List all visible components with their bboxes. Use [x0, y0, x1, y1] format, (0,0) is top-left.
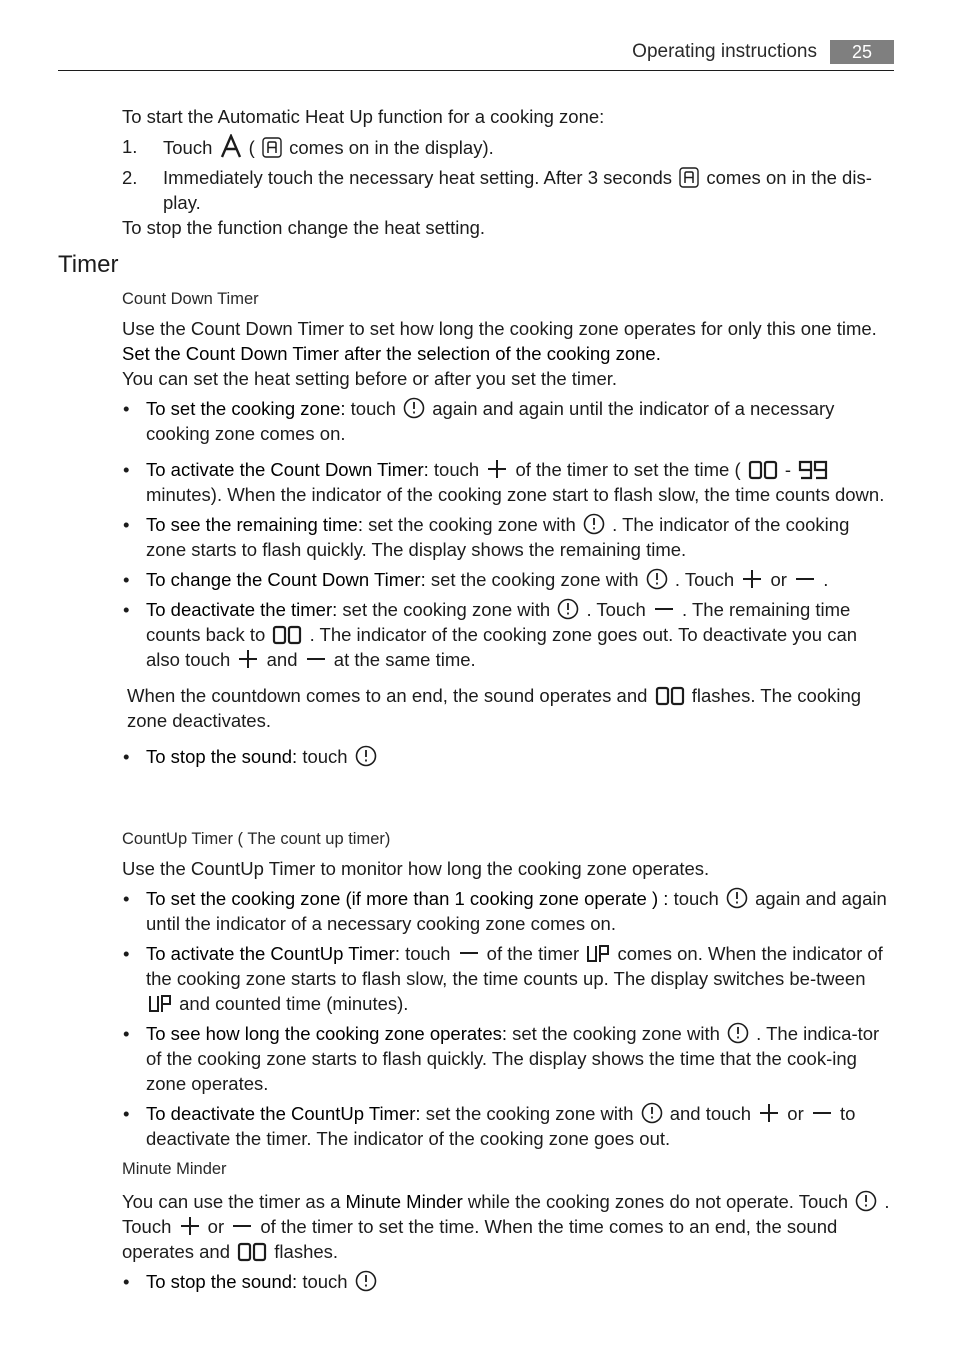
plus-key-icon [179, 1215, 201, 1237]
up-display-icon [586, 944, 610, 964]
auto-heat-up-key-icon [220, 134, 242, 158]
minus-key-icon [794, 568, 816, 590]
timer-key-icon [583, 513, 605, 535]
count-down-heat: You can set the heat setting before or after you set the timer. [122, 368, 618, 389]
minus-key-icon [811, 1102, 833, 1124]
timer-key-icon [355, 1270, 377, 1292]
timer-key-icon [727, 1022, 749, 1044]
digits-display-icon [237, 1242, 267, 1262]
plus-key-icon [741, 568, 763, 590]
display-a-icon [262, 137, 282, 158]
section-heading-timer: Timer [58, 251, 119, 278]
digits-display-icon [748, 460, 778, 480]
header-title: Operating instructions [632, 41, 817, 62]
list-item: • To see the remaining time: set the cooking zone with . The indicator of the cooking zone starts to flash quickly. The display shows the remaining time. [123, 514, 850, 560]
countdown-end-note: When the countdown comes to an end, the sound operates and flashes. The cooking zone deactivates. [127, 685, 862, 731]
plus-key-icon [486, 458, 508, 480]
intro-stop: To stop the function change the heat setting. [122, 217, 486, 238]
count-down-note: Set the Count Down Timer after the selection of the cooking zone. [122, 343, 661, 364]
intro-lead: To start the Automatic Heat Up function for a cooking zone: [122, 106, 605, 127]
timer-key-icon [403, 397, 425, 419]
plus-key-icon [758, 1102, 780, 1124]
list-item: • To see how long the cooking zone operates: set the cooking zone with . The indica-tor of the cooking zone starts to flash quickly. The display shows the time that the cook-ing zone operates. [123, 1023, 880, 1094]
subheading-count-up: CountUp Timer ( The count up timer) [122, 830, 391, 848]
minus-key-icon [458, 942, 480, 964]
minute-minder-section [122, 1158, 894, 1294]
list-item: • To deactivate the CountUp Timer: set the cooking zone with and touch or to deactivate the timer. The indicator of the cooking zone goes out. [123, 1103, 856, 1149]
subheading-minute-minder: Minute Minder [122, 1160, 227, 1178]
timer-key-icon [855, 1190, 877, 1212]
header-rule [58, 70, 894, 71]
minute-minder-text: You can use the timer as a Minute Minder while the cooking zones do not operate. Touch . Touch or of the timer to set the time. When the time comes to an end, the sound operates and flashes. [122, 1191, 890, 1262]
timer-key-icon [646, 568, 668, 590]
count-up-timer-section [122, 828, 894, 1151]
digits-display-icon [272, 625, 302, 645]
up-display-icon [148, 994, 172, 1014]
minus-key-icon [305, 648, 327, 670]
subheading-count-down: Count Down Timer [122, 290, 259, 308]
list-item: • To activate the CountUp Timer: touch of the timer comes on. When the indicator of the cooking zone starts to flash slow, the time counts up. The display switches be-tween and counted time (minutes). [123, 943, 883, 1014]
list-item: • To set the cooking zone (if more than 1 cooking zone operate ) : touch again and again until the indicator of a necessary cooking zone comes on. [123, 888, 887, 934]
timer-key-icon [355, 745, 377, 767]
auto-heat-up-section [122, 104, 894, 240]
list-item: • To stop the sound: touch [122, 744, 894, 769]
step-1: 1. Touch ( comes on in the display). [122, 136, 494, 158]
timer-key-icon [557, 598, 579, 620]
count-up-intro: Use the CountUp Timer to monitor how long the cooking zone operates. [122, 858, 710, 879]
digits-display-icon [655, 686, 685, 706]
count-down-timer-section [122, 288, 894, 769]
list-item: • To stop the sound: touch [122, 1269, 894, 1294]
timer-key-icon [726, 887, 748, 909]
list-item: • To activate the Count Down Timer: touch of the timer to set the time ( - minutes). When the indicator of the cooking zone start to flash slow, the time counts down. [123, 459, 885, 505]
plus-key-icon [237, 648, 259, 670]
minus-key-icon [653, 598, 675, 620]
digits-display-icon [798, 460, 828, 480]
count-down-intro: Use the Count Down Timer to set how long the cooking zone operates for only this one time. [122, 318, 877, 339]
timer-key-icon [641, 1102, 663, 1124]
list-item: • To set the cooking zone: touch again and again until the indicator of a necessary cooking zone comes on. [123, 398, 835, 444]
page-number: 25 [830, 40, 894, 64]
list-item: • To deactivate the timer: set the cooking zone with . Touch . The remaining time counts back to . The indicator of the cooking zone goes out. To deactivate you can also touch and at the same time. [123, 599, 858, 670]
list-item: • To change the Count Down Timer: set the cooking zone with . Touch or . [123, 569, 829, 590]
step-2: 2. Immediately touch the necessary heat setting. After 3 seconds comes on in the dis-play. [122, 167, 872, 213]
display-a-icon [679, 167, 699, 188]
minus-key-icon [231, 1215, 253, 1237]
